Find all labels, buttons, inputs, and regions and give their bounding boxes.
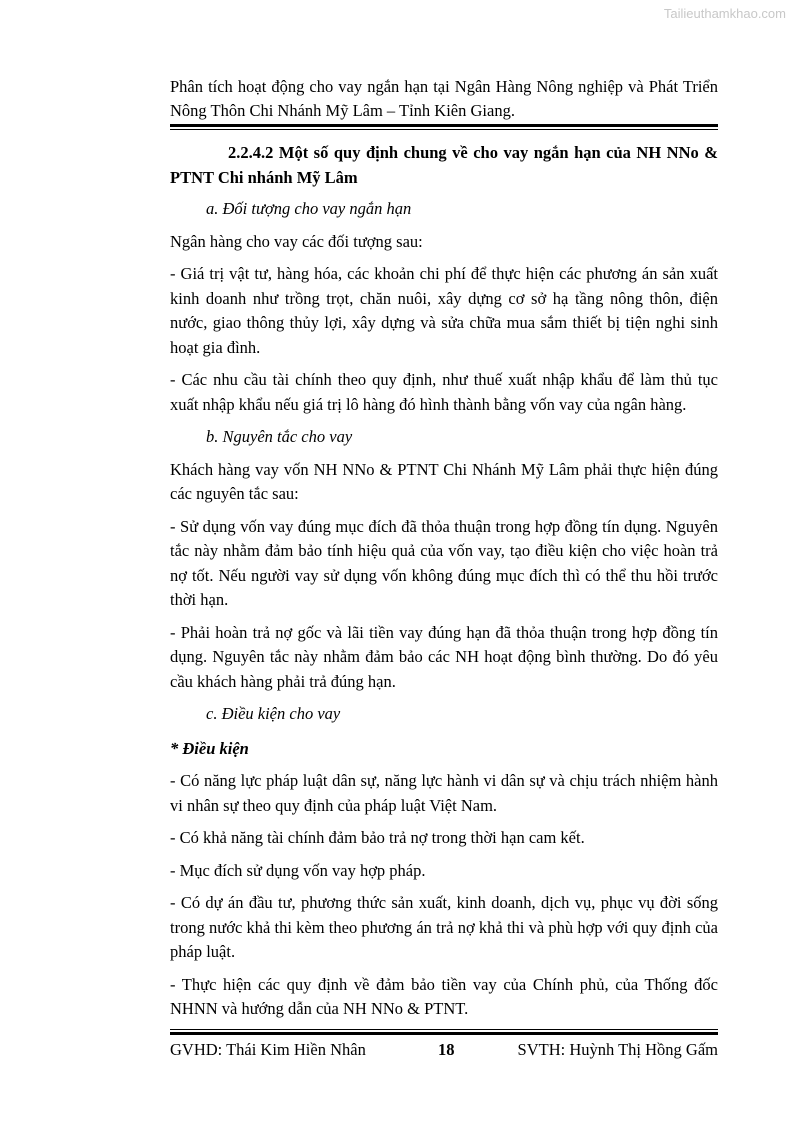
document-body	[170, 141, 718, 1030]
footer-advisor: GVHD: Thái Kim Hiền Nhân	[170, 1040, 366, 1059]
subsection-a-paragraph-2: - Các nhu cầu tài chính theo quy định, như thuế xuất nhập khẩu để làm thủ tục xuất nhập khẩu nếu giá trị lô hàng đó hình thành bằng vốn vay của ngân hàng.	[170, 370, 718, 414]
subsection-b-intro: Khách hàng vay vốn NH NNo & PTNT Chi Nhánh Mỹ Lâm phải thực hiện đúng các nguyên tắc sau:	[170, 459, 718, 503]
watermark-text: Tailieuthamkhao.com	[663, 6, 786, 21]
subsection-c-heading: c. Điều kiện cho vay	[206, 704, 341, 723]
subsection-a-paragraph-1: - Giá trị vật tư, hàng hóa, các khoản chi phí để thực hiện các phương án sản xuất kinh doanh như trồng trọt, chăn nuôi, xây dựng cơ sở hạ tầng nông thôn, điện nước, giao thông thủy lợi, xây dựng và sửa chữa mua sắm thiết bị tiện nghi sinh hoạt gia đình.	[170, 264, 718, 357]
subsection-b-paragraph-1: - Sử dụng vốn vay đúng mục đích đã thỏa thuận trong hợp đồng tín dụng. Nguyên tắc này nhằm đảm bảo tính hiệu quả của vốn vay, tạo điều kiện cho việc hoàn trả nợ tốt. Nếu người vay sử dụng vốn không đúng mục đích thì có thể thu hồi trước thời hạn.	[170, 516, 718, 609]
footer-student: SVTH: Huỳnh Thị Hồng Gấm	[517, 1040, 718, 1059]
condition-item: - Có khả năng tài chính đảm bảo trả nợ trong thời hạn cam kết.	[170, 828, 585, 847]
section-title: 2.2.4.2 Một số quy định chung về cho vay ngắn hạn của NH NNo & PTNT Chi nhánh Mỹ Lâm	[170, 143, 718, 187]
footer-rule-thin	[170, 1029, 718, 1030]
subsection-a-intro: Ngân hàng cho vay các đối tượng sau:	[170, 231, 423, 251]
condition-item: - Có năng lực pháp luật dân sự, năng lực hành vi dân sự và chịu trách nhiệm hành vi nhân sự theo quy định của pháp luật Việt Nam.	[170, 771, 718, 815]
condition-item: - Mục đích sử dụng vốn vay hợp pháp.	[170, 860, 426, 880]
subsection-a-heading: a. Đối tượng cho vay ngắn hạn	[206, 199, 412, 218]
footer-rule-thick	[170, 1032, 718, 1035]
page-number: 18	[438, 1040, 455, 1059]
page-header: Phân tích hoạt động cho vay ngắn hạn tại Ngân Hàng Nông nghiệp và Phát Triển Nông Thôn Chi Nhánh Mỹ Lâm – Tỉnh Kiên Giang.	[170, 77, 718, 120]
conditions-subheading: * Điều kiện	[170, 738, 249, 758]
header-rule-thick	[170, 124, 718, 127]
header-rule-thin	[170, 129, 718, 130]
subsection-b-paragraph-2: - Phải hoàn trả nợ gốc và lãi tiền vay đúng hạn đã thỏa thuận trong hợp đồng tín dụng. Nguyên tắc này nhằm đảm bảo các NH hoạt động bình thường. Do đó yêu cầu khách hàng phải trả đúng hạn.	[170, 622, 718, 691]
subsection-b-heading: b. Nguyên tắc cho vay	[206, 427, 353, 446]
condition-item: - Có dự án đầu tư, phương thức sản xuất, kinh doanh, dịch vụ, phục vụ đời sống trong nước khả thi kèm theo phương án trả nợ khả thi và phù hợp với quy định của pháp luật.	[170, 893, 718, 961]
condition-item: - Thực hiện các quy định về đảm bảo tiền vay của Chính phủ, của Thống đốc NHNN và hướng dẫn của NH NNo & PTNT.	[170, 974, 718, 1018]
